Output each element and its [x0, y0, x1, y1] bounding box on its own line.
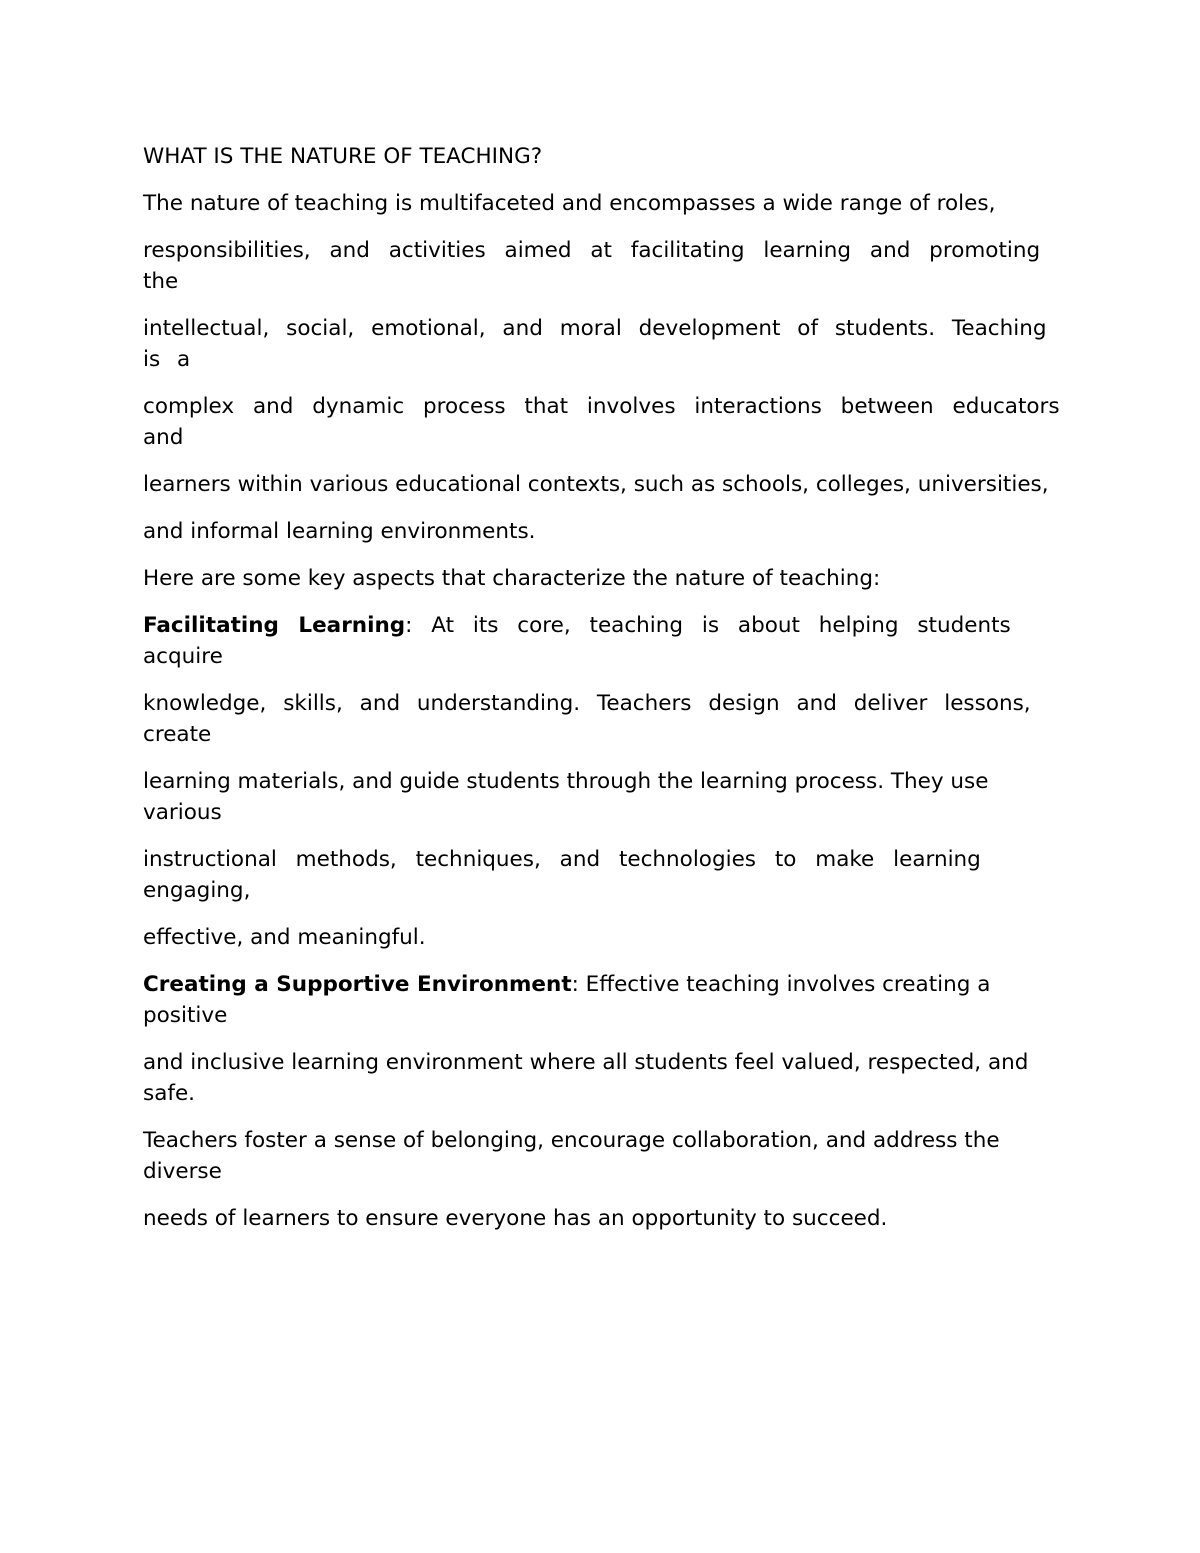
section-line: effective, and meaningful.	[143, 925, 426, 950]
document-body	[143, 141, 1063, 1250]
section-line: : Effective teaching involves creating a positive	[143, 972, 991, 1028]
document-title: WHAT IS THE NATURE OF TEACHING?	[143, 144, 543, 169]
section-line: needs of learners to ensure everyone has an opportunity to succeed.	[143, 1206, 888, 1231]
intro-line: responsibilities, and activities aimed at facilitating learning and promoting the	[143, 238, 1041, 294]
intro-line: intellectual, social, emotional, and moral development of students. Teaching is a	[143, 316, 1047, 372]
intro-line: complex and dynamic process that involves interactions between educators and	[143, 394, 1060, 450]
section-heading: Creating a Supportive Environment	[143, 972, 572, 997]
intro-line: learners within various educational contexts, such as schools, colleges, universities,	[143, 472, 1049, 497]
section-line: knowledge, skills, and understanding. Teachers design and deliver lessons, create	[143, 691, 1031, 747]
section-supportive-environment	[143, 969, 1063, 1031]
section-line: and inclusive learning environment where all students feel valued, respected, and safe.	[143, 1050, 1029, 1106]
section-heading: Facilitating Learning	[143, 613, 406, 638]
section-line: learning materials, and guide students through the learning process. They use various	[143, 769, 989, 825]
intro-line: and informal learning environments.	[143, 519, 536, 544]
section-line: instructional methods, techniques, and technologies to make learning engaging,	[143, 847, 981, 903]
section-facilitating-learning	[143, 610, 1063, 672]
intro-line: The nature of teaching is multifaceted and encompasses a wide range of roles,	[143, 191, 996, 216]
section-line: Teachers foster a sense of belonging, encourage collaboration, and address the diverse	[143, 1128, 1000, 1184]
key-aspects-intro: Here are some key aspects that characterize the nature of teaching:	[143, 566, 881, 591]
section-line: : At its core, teaching is about helping students acquire	[143, 613, 1011, 669]
